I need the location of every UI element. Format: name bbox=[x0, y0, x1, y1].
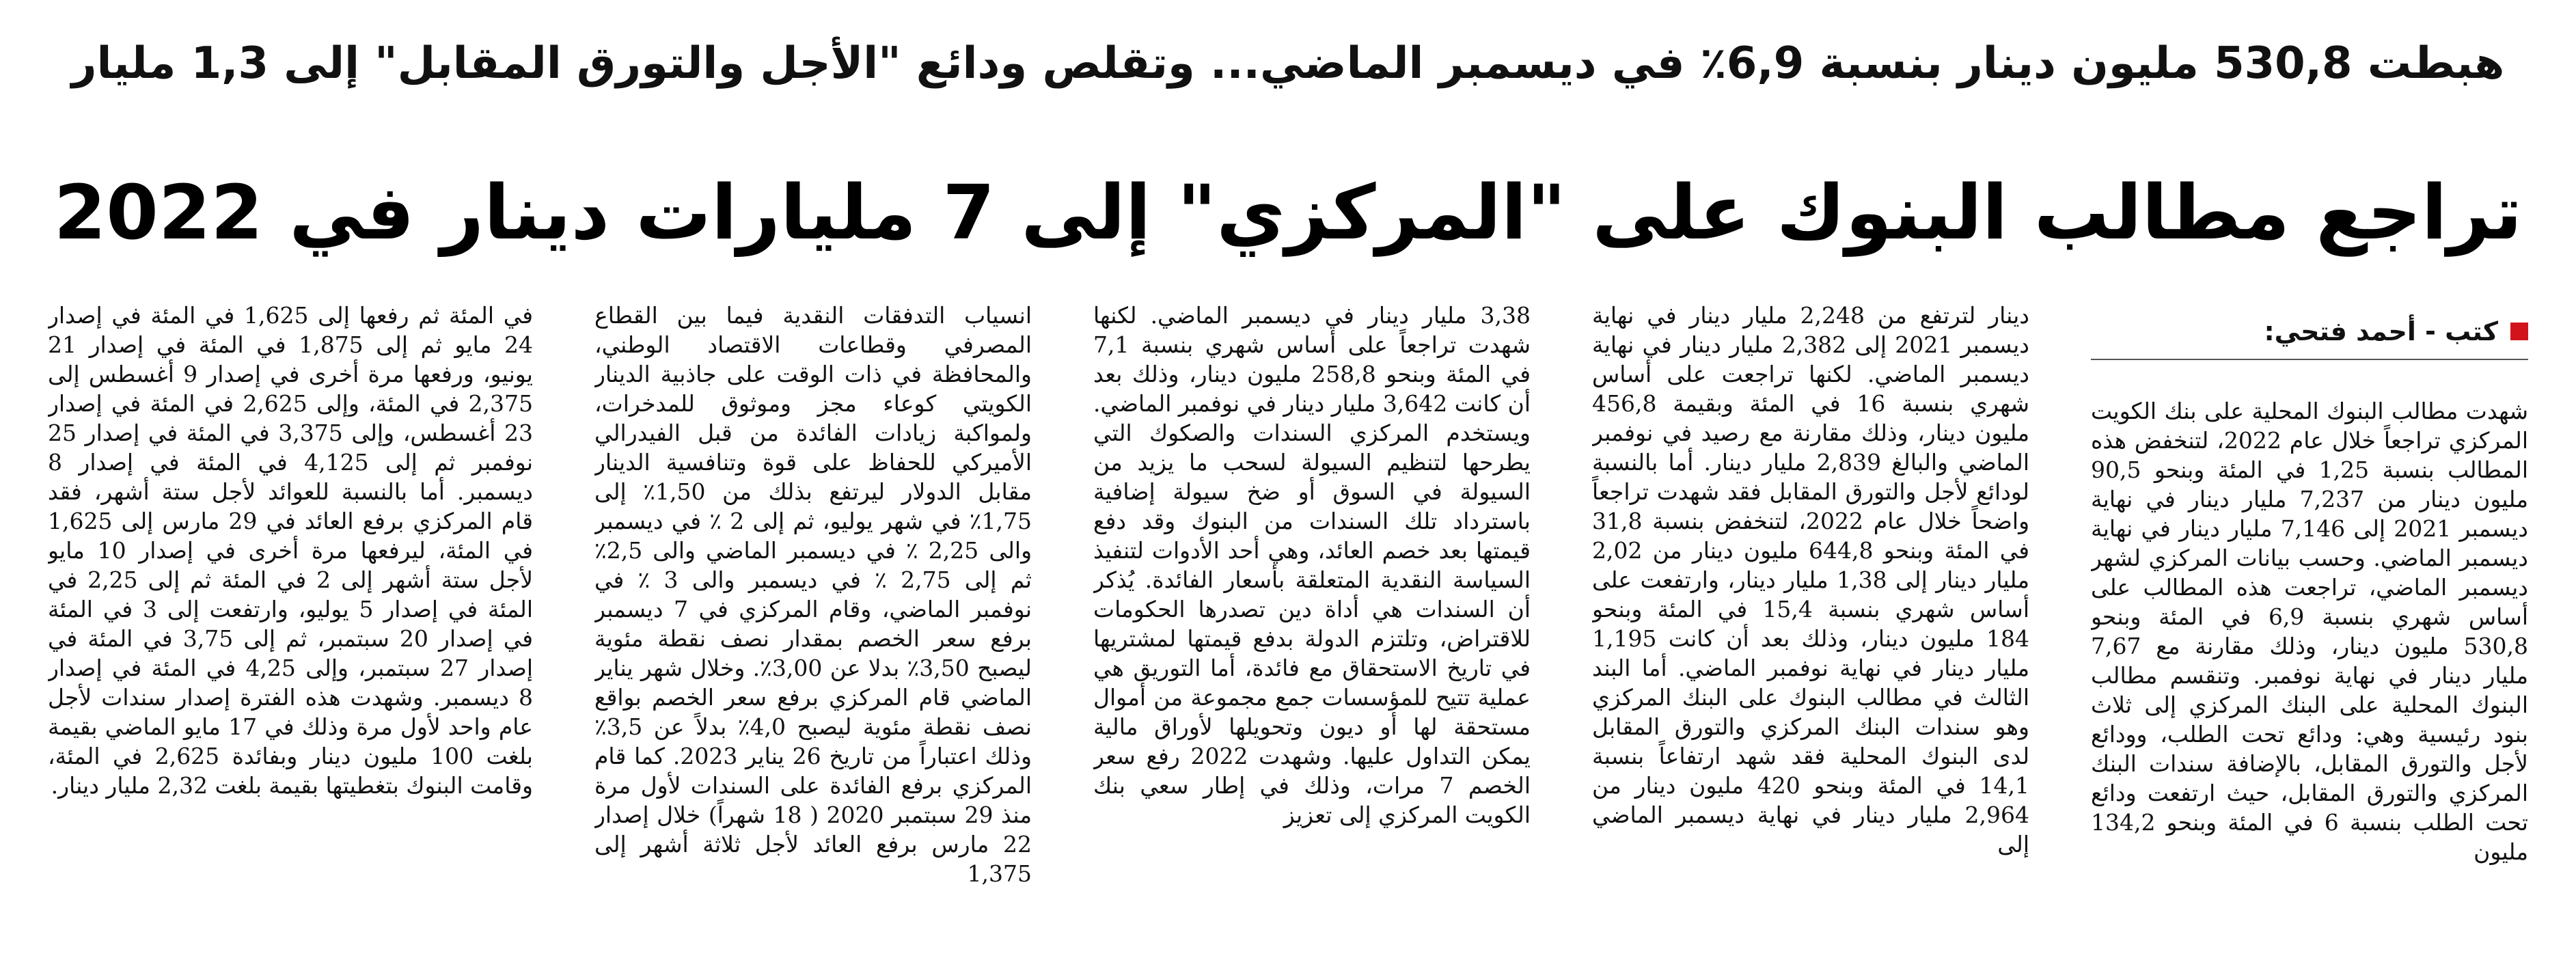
article-kicker: هبطت 530,8 مليون دينار بنسبة 6,9٪ في ديسمبر الماضي... وتقلص ودائع "الأجل والتورق المقابل" إلى 1,3 مليار bbox=[71, 38, 2505, 89]
byline-red-square-icon bbox=[2510, 323, 2528, 340]
article-headline: تراجع مطالب البنوك على "المركزي" إلى 7 مليارات دينار في 2022 bbox=[53, 169, 2523, 256]
article-column-3 bbox=[1093, 301, 1531, 950]
byline-divider bbox=[2091, 359, 2528, 360]
article-column-3-text: 3,38 مليار دينار في ديسمبر الماضي. لكنها شهدت تراجعاً على أساس شهري بنسبة 7,1 في المئة وبنحو 258,8 مليون دينار، وذلك بعد أن كانت 3,642 مليار دينار في نوفمبر الماضي. ويستخدم المركزي السندات والصكوك التي يطرحها لتنظيم السيولة لسحب ما يزيد من السيولة في السوق أو ضخ سيولة إضافية باسترداد تلك السندات من البنوك وقد دفع قيمتها بعد خصم العائد، وهي أحد الأدوات لتنفيذ السياسة النقدية المتعلقة بأسعار الفائدة. يُذكر أن السندات هي أداة دين تصدرها الحكومات للاقتراض، وتلتزم الدولة بدفع قيمتها لمشتريها في تاريخ الاستحقاق مع فائدة، أما التوريق هي عملية تتيح للمؤسسات جمع مجموعة من أموال مستحقة لها أو ديون وتحويلها لأوراق مالية يمكن التداول عليها. وشهدت 2022 رفع سعر الخصم 7 مرات، وذلك في إطار سعي بنك الكويت المركزي إلى تعزيز bbox=[1093, 302, 1531, 828]
byline-text: كتب - أحمد فتحي: bbox=[2264, 316, 2498, 346]
article-column-4-text: انسياب التدفقات النقدية فيما بين القطاع المصرفي وقطاعات الاقتصاد الوطني، والمحافظة في ذات الوقت على جاذبية الدينار الكويتي كوعاء مجز وموثوق للمدخرات، ولمواكبة زيادات الفائدة من قبل الفيدرالي الأميركي للحفاظ على قوة وتنافسية الدينار مقابل الدولار ليرتفع بذلك من 1,50٪ إلى 1,75٪ في شهر يوليو، ثم إلى 2 ٪ في ديسمبر والى 2,25 ٪ في ديسمبر الماضي والى 2,5٪ ثم إلى 2,75 ٪ في ديسمبر والى 3 ٪ في نوفمبر الماضي، وقام المركزي في 7 ديسمبر برفع سعر الخصم بمقدار نصف نقطة مئوية ليصبح 3,50٪ بدلا عن 3,00٪. وخلال شهر يناير الماضي قام المركزي برفع سعر الخصم بواقع نصف نقطة مئوية ليصبح 4,0٪ بدلاً عن 3,5٪ وذلك اعتباراً من تاريخ 26 يناير 2023. كما قام المركزي برفع الفائدة على السندات لأول مرة منذ 29 سبتمبر 2020 ( 18 شهراً) خلال إصدار 22 مارس برفع العائد لأجل ثلاثة أشهر إلى 1,375 bbox=[594, 302, 1032, 887]
article-column-5-text: في المئة ثم رفعها إلى 1,625 في المئة في إصدار 24 مايو ثم إلى 1,875 في المئة في إصدار 21 يونيو، ورفعها مرة أخرى في إصدار 9 أغسطس إلى 2,375 في المئة، وإلى 2,625 في المئة في إصدار 23 أغسطس، وإلى 3,375 في المئة في إصدار 25 نوفمبر ثم إلى 4,125 في المئة في إصدار 8 ديسمبر. أما بالنسبة للعوائد لأجل ستة أشهر، فقد قام المركزي برفع العائد في 29 مارس إلى 1,625 في المئة، ليرفعها مرة أخرى في إصدار 10 مايو لأجل ستة أشهر إلى 2 في المئة ثم إلى 2,25 في المئة في إصدار 5 يوليو، وارتفعت إلى 3 في المئة في إصدار 20 سبتمبر، ثم إلى 3,75 في المئة في إصدار 27 سبتمبر، وإلى 4,25 في المئة في إصدار 8 ديسمبر. وشهدت هذه الفترة إصدار سندات لأجل عام واحد لأول مرة وذلك في 17 مايو الماضي بقيمة بلغت 100 مليون دينار وبفائدة 2,625 في المئة، وقامت البنوك بتغطيتها بقيمة بلغت 2,32 مليار دينار. bbox=[48, 302, 533, 799]
article-column-1 bbox=[2091, 396, 2528, 950]
article-column-1-text: شهدت مطالب البنوك المحلية على بنك الكويت المركزي تراجعاً خلال عام 2022، لتنخفض هذه المطالب بنسبة 1,25 في المئة وبنحو 90,5 مليون دينار من 7,237 مليار دينار في نهاية ديسمبر 2021 إلى 7,146 مليار دينار في نهاية ديسمبر الماضي. وحسب بيانات المركزي لشهر ديسمبر الماضي، تراجعت هذه المطالب على أساس شهري بنسبة 6,9 في المئة وبنحو 530,8 مليون دينار، وذلك مقارنة مع 7,67 مليار دينار في نهاية نوفمبر. وتنقسم مطالب البنوك المحلية على البنك المركزي إلى ثلاث بنود رئيسية وهي: ودائع تحت الطلب، وودائع لأجل والتورق المقابل، بالإضافة سندات البنك المركزي والتورق المقابل، حيث ارتفعت ودائع تحت الطلب بنسبة 6 في المئة وبنحو 134,2 مليون bbox=[2091, 398, 2528, 865]
article-column-5 bbox=[48, 301, 533, 950]
article-column-4 bbox=[594, 301, 1032, 950]
byline bbox=[2077, 311, 2528, 352]
article-column-2-text: دينار لترتفع من 2,248 مليار دينار في نهاية ديسمبر 2021 إلى 2,382 مليار دينار في نهاية ديسمبر الماضي. لكنها تراجعت على أساس شهري بنسبة 16 في المئة وبقيمة 456,8 مليون دينار، وذلك مقارنة مع رصيد في نوفمبر الماضي والبالغ 2,839 مليار دينار. أما بالنسبة لودائع لأجل والتورق المقابل فقد شهدت تراجعاً واضحاً خلال عام 2022، لتنخفض بنسبة 31,8 في المئة وبنحو 644,8 مليون دينار من 2,02 مليار دينار إلى 1,38 مليار دينار، وارتفعت على أساس شهري بنسبة 15,4 في المئة وبنحو 184 مليون دينار، وذلك بعد أن كانت 1,195 مليار دينار في نهاية نوفمبر الماضي. أما البند الثالث في مطالب البنوك على البنك المركزي وهو سندات البنك المركزي والتورق المقابل لدى البنوك المحلية فقد شهد ارتفاعاً بنسبة 14,1 في المئة وبنحو 420 مليون دينار من 2,964 مليار دينار في نهاية ديسمبر الماضي إلى bbox=[1592, 302, 2029, 858]
article-column-2 bbox=[1592, 301, 2029, 950]
